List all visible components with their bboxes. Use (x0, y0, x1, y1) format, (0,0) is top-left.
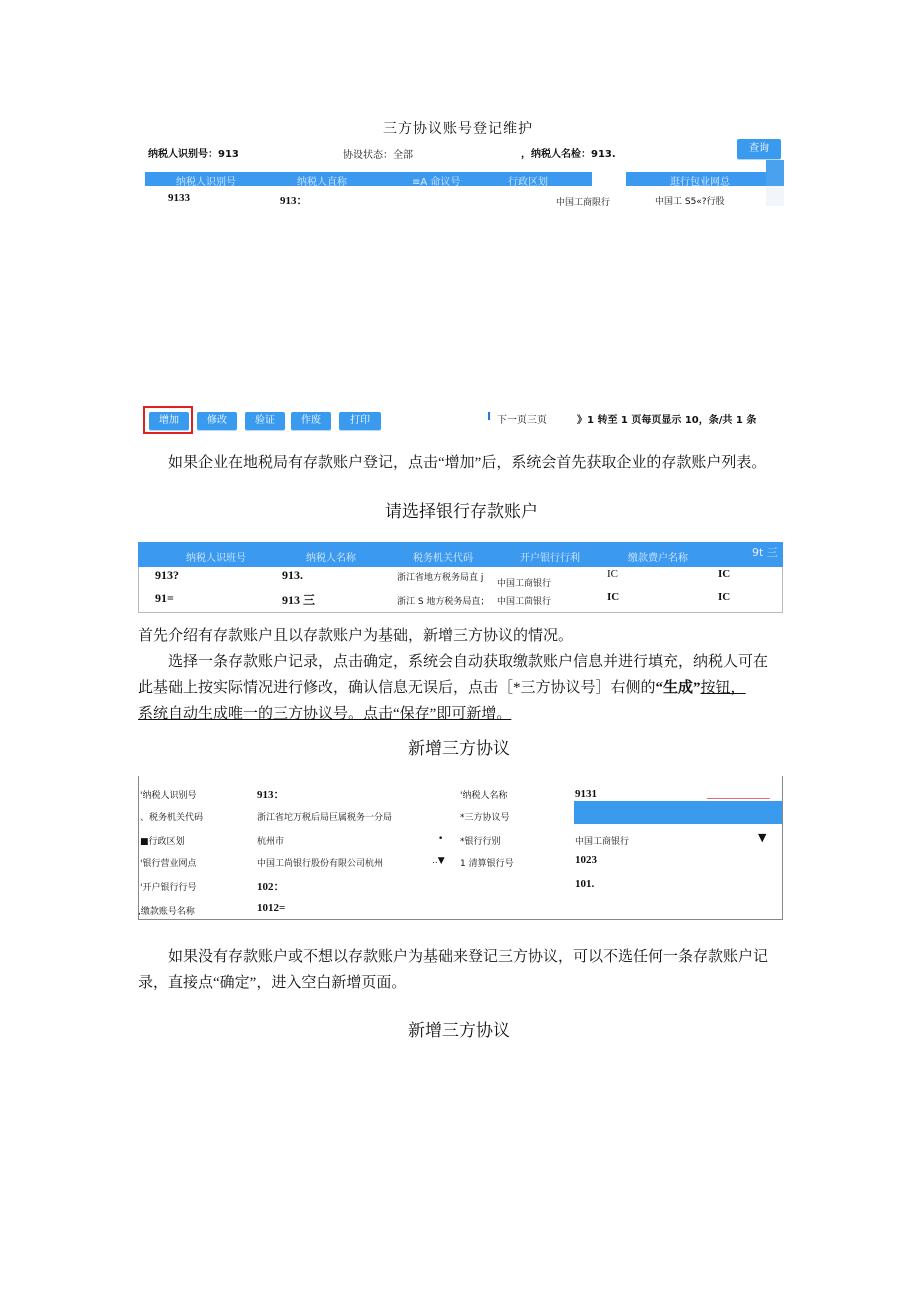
account-row-1-name[interactable]: 913. (282, 568, 303, 582)
filter-taxpayer-name[interactable]: ，纳税人名检：913. (521, 149, 616, 160)
new-agreement-title-2: 新增三方协议 (408, 1021, 510, 1041)
select-account-title: 请选择银行存款账户 (385, 502, 538, 522)
paragraph-2-line-3-text: 此基础上按实际情况进行修改，确认信息无误后，点击［*三方协议号］右侧的 (138, 680, 656, 696)
account-name-label: ,缴款账号名称 (138, 907, 195, 917)
paragraph-1: 如果企业在地税局有存款账户登记，点击“增加”后，系统会首先获取企业的存款账户列表。 (168, 455, 767, 471)
col2-tax-office-code: 税务机关代码 (413, 553, 473, 564)
account-row-2-name[interactable]: 913 三 (282, 593, 316, 607)
paragraph-2-line-4: 系统自动生成唯一的三方协议号。点击“保存”即可新增。 (138, 706, 512, 722)
page-title: 三方协议账号登记维护 (383, 121, 533, 137)
bank-type-label: *银行行别 (460, 837, 501, 847)
account-row-1-id[interactable]: 913? (155, 568, 179, 582)
region-value[interactable]: 杭州市 (257, 837, 285, 847)
taxpayer-id-label: '纳税人识别号 (140, 791, 197, 801)
edit-button[interactable]: 修改 (197, 412, 237, 430)
col2-extra: 9t 三 (752, 546, 778, 559)
col2-account-name: 缴款费户名称 (628, 553, 688, 564)
row-taxpayer-name[interactable]: 913： (280, 195, 308, 207)
filter-taxpayer-id[interactable]: 纳税人识别号：913 (148, 149, 239, 160)
region-dropdown-icon[interactable]: • (438, 834, 444, 844)
paragraph-3-line-1: 如果没有存款账户或不想以存款账户为基础来登记三方协议，可以不选任何一条存款账户记 (168, 949, 769, 965)
add-button[interactable]: 增加 (149, 412, 189, 430)
taxpayer-name-value[interactable]: 9131 (575, 788, 597, 800)
query-button[interactable]: 查询 (737, 139, 781, 159)
account-row-2-bank[interactable]: 中国工茴银行 (497, 597, 552, 607)
region-label: ■行政区划 (140, 837, 185, 847)
generate-keyword: “生成” (655, 680, 701, 696)
account-row-1-office[interactable]: 浙江省地方税务局直 j (397, 573, 484, 583)
account-row-1-c6[interactable]: IC (718, 568, 731, 580)
clearing-bank-label: 1 清算银行号 (460, 859, 514, 869)
tax-office-code-value[interactable]: 浙江省坨万税后局巨属税务一分局 (257, 813, 393, 823)
col-bank-branch: 逛行包业网总 (670, 177, 730, 188)
paragraph-3-line-2: 录，直接点“确定”，进入空白新增页面。 (138, 975, 407, 991)
account-row-2-c5[interactable]: IC (607, 591, 620, 603)
clearing-bank-value[interactable]: 1023 (575, 854, 597, 866)
scroll-area[interactable] (766, 160, 784, 186)
next-page-link[interactable]: 下一页 (497, 415, 527, 426)
col2-taxpayer-id: 纳税人识班号 (186, 553, 246, 564)
col-taxpayer-name: 纳税人直称 (297, 177, 347, 188)
paragraph-2-line-3 (138, 675, 746, 701)
bank-type-dropdown-icon[interactable]: ▼ (758, 831, 767, 844)
col2-taxpayer-name: 纳税人名称 (306, 553, 356, 564)
agreement-no-input[interactable] (574, 801, 782, 824)
pagination-info: 》1 转至 1 页每页显示 10，条/共 1 条 (577, 415, 757, 426)
filter-status[interactable]: 协设状态：全部 (343, 150, 413, 161)
bank-branch-label: '银行营业网点 (140, 859, 197, 869)
print-button[interactable]: 打印 (339, 412, 381, 430)
row-taxpayer-id[interactable]: 9133 (168, 192, 190, 204)
account-name-value[interactable]: 1012= (257, 902, 286, 914)
account-row-1-c5[interactable]: IC (607, 568, 618, 580)
bank-code-value[interactable]: 102： (257, 881, 285, 893)
new-agreement-title: 新增三方协议 (408, 739, 510, 759)
account-row-2-c6[interactable]: IC (718, 591, 731, 603)
col2-bank: 开户银行行利 (520, 553, 580, 564)
account-row-1-bank[interactable]: 中国工商银行 (497, 579, 552, 589)
col-taxpayer-id: 纳税人识别号 (176, 177, 236, 188)
verify-button[interactable]: 验证 (245, 412, 285, 430)
account-number-value[interactable]: 101. (575, 878, 595, 890)
bank-branch-value[interactable]: 中国工尚银行股份有限公司杭州 (257, 859, 384, 869)
bank-code-label: '开户银行行号 (140, 883, 197, 893)
paragraph-2-line-2: 选择一条存款账户记录，点击确定，系统会自动获取缴款账户信息并进行填充，纳税人可在 (168, 654, 769, 670)
row-branch[interactable]: 中国工 S5«?行股 (655, 197, 725, 207)
last-page-link[interactable]: 三页 (527, 415, 547, 426)
account-row-2-office[interactable]: 浙江 S 地方税务局直； (397, 597, 490, 607)
void-button[interactable]: 作废 (291, 412, 331, 430)
col-agreement-no: ≡A 命议号 (412, 177, 461, 188)
taxpayer-name-label: '纳税人名称 (460, 791, 508, 801)
account-row-2-id[interactable]: 91= (155, 591, 174, 605)
col-region: 行政区划 (508, 177, 548, 188)
agreement-no-label: *三方协议号 (460, 813, 510, 823)
bank-type-value[interactable]: 中国工商银行 (575, 837, 630, 847)
paragraph-2-line-1: 首先介绍有存款账户且以存款账户为基础，新增三方协议的情况。 (138, 628, 574, 644)
row-bank[interactable]: 中国工商限行 (556, 198, 611, 208)
tax-office-code-label: 、税务机关代码 (140, 813, 204, 823)
button-keyword: 按钮， (700, 680, 746, 696)
taxpayer-id-value[interactable]: 913： (257, 789, 285, 801)
bank-branch-dropdown-icon[interactable]: ..▼ (432, 856, 445, 866)
first-page-link[interactable]: I (487, 410, 492, 423)
